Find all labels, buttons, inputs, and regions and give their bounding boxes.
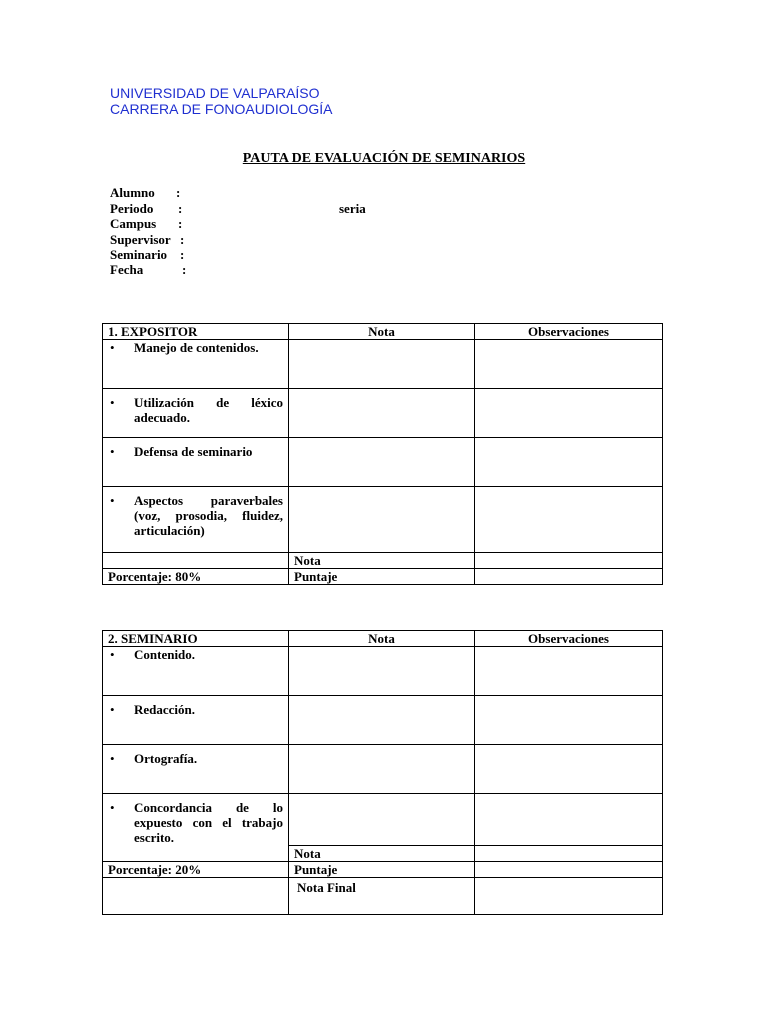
field-label: Alumno <box>110 185 155 200</box>
criterion-label: Ortografía. <box>134 751 198 766</box>
bullet-icon: • <box>110 395 115 410</box>
nota-total-label: Nota <box>289 553 475 569</box>
bullet-icon: • <box>110 340 115 355</box>
nota-cell[interactable] <box>289 696 475 745</box>
table-row <box>103 340 663 389</box>
puntaje-row <box>103 861 663 877</box>
field-seminario <box>110 247 185 262</box>
university-name: UNIVERSIDAD DE VALPARAÍSO <box>110 85 320 101</box>
nota-row <box>103 553 663 569</box>
puntaje-label: Puntaje <box>289 569 475 585</box>
nota-cell[interactable] <box>289 438 475 487</box>
nota-total-cell[interactable] <box>475 553 663 569</box>
document-title: PAUTA DE EVALUACIÓN DE SEMINARIOS <box>242 151 526 166</box>
observaciones-cell[interactable] <box>475 438 663 487</box>
observaciones-cell[interactable] <box>475 794 663 846</box>
column-header-observaciones: Observaciones <box>475 324 663 340</box>
field-campus <box>110 216 183 231</box>
field-sep: : <box>178 216 183 231</box>
table-row <box>103 389 663 438</box>
bullet-icon: • <box>110 751 115 766</box>
table-row <box>103 438 663 487</box>
table-row <box>103 647 663 696</box>
field-supervisor <box>110 232 185 247</box>
nota-final-label: Nota Final <box>289 877 475 914</box>
field-sep: : <box>180 247 185 262</box>
nota-cell[interactable] <box>289 487 475 553</box>
field-sep: : <box>178 201 183 216</box>
field-sep: : <box>180 232 185 247</box>
nota-cell[interactable] <box>289 647 475 696</box>
percent-label: Porcentaje: 20% <box>103 861 289 877</box>
seminario-table <box>102 630 663 915</box>
table-row <box>103 745 663 794</box>
nota-cell[interactable] <box>289 389 475 438</box>
nota-total-cell[interactable] <box>475 845 663 861</box>
bullet-icon: • <box>110 444 115 459</box>
field-label: Periodo <box>110 201 154 216</box>
field-label: Supervisor <box>110 232 171 247</box>
bullet-icon: • <box>110 702 115 717</box>
field-label: Seminario <box>110 247 168 262</box>
column-header-seminario: 2. SEMINARIO <box>103 631 289 647</box>
table-row <box>103 487 663 553</box>
period-extra-text: seria <box>339 201 366 216</box>
nota-cell[interactable] <box>289 794 475 846</box>
observaciones-cell[interactable] <box>475 696 663 745</box>
observaciones-cell[interactable] <box>475 340 663 389</box>
nota-row <box>103 845 663 861</box>
criterion-label: Manejo de contenidos. <box>134 340 259 355</box>
criterion-label: Contenido. <box>134 647 196 662</box>
criterion-label: Defensa de seminario <box>134 444 253 459</box>
puntaje-cell[interactable] <box>475 861 663 877</box>
nota-final-cell[interactable] <box>475 877 663 914</box>
bullet-icon: • <box>110 800 115 815</box>
field-label: Campus <box>110 216 157 231</box>
criterion-label: Concordancia de lo expuesto con el trabajo escrito. <box>134 800 283 845</box>
table-row <box>103 696 663 745</box>
expositor-table <box>102 323 663 585</box>
field-fecha <box>110 262 187 277</box>
observaciones-cell[interactable] <box>475 647 663 696</box>
puntaje-row <box>103 569 663 585</box>
column-header-expositor: 1. EXPOSITOR <box>103 324 289 340</box>
puntaje-cell[interactable] <box>475 569 663 585</box>
field-alumno <box>110 185 181 200</box>
field-sep: : <box>176 185 181 200</box>
bullet-icon: • <box>110 493 115 508</box>
field-periodo <box>110 201 183 216</box>
field-label: Fecha <box>110 262 144 277</box>
observaciones-cell[interactable] <box>475 487 663 553</box>
criterion-label: Redacción. <box>134 702 196 717</box>
table-header-row <box>103 631 663 647</box>
percent-label: Porcentaje: 80% <box>103 569 289 585</box>
column-header-nota: Nota <box>289 631 475 647</box>
column-header-nota: Nota <box>289 324 475 340</box>
observaciones-cell[interactable] <box>475 745 663 794</box>
column-header-observaciones: Observaciones <box>475 631 663 647</box>
table-row <box>103 794 663 846</box>
nota-cell[interactable] <box>289 340 475 389</box>
observaciones-cell[interactable] <box>475 389 663 438</box>
field-sep: : <box>182 262 187 277</box>
bullet-icon: • <box>110 647 115 662</box>
nota-cell[interactable] <box>289 745 475 794</box>
table-header-row <box>103 324 663 340</box>
nota-total-label: Nota <box>289 845 475 861</box>
puntaje-label: Puntaje <box>289 861 475 877</box>
criterion-label: Utilización de léxico adecuado. <box>134 395 283 425</box>
career-name: CARRERA DE FONOAUDIOLOGÍA <box>110 101 333 117</box>
criterion-label: Aspectos paraverbales (voz, prosodia, fluidez, articulación) <box>134 493 283 538</box>
nota-final-row <box>103 877 663 914</box>
